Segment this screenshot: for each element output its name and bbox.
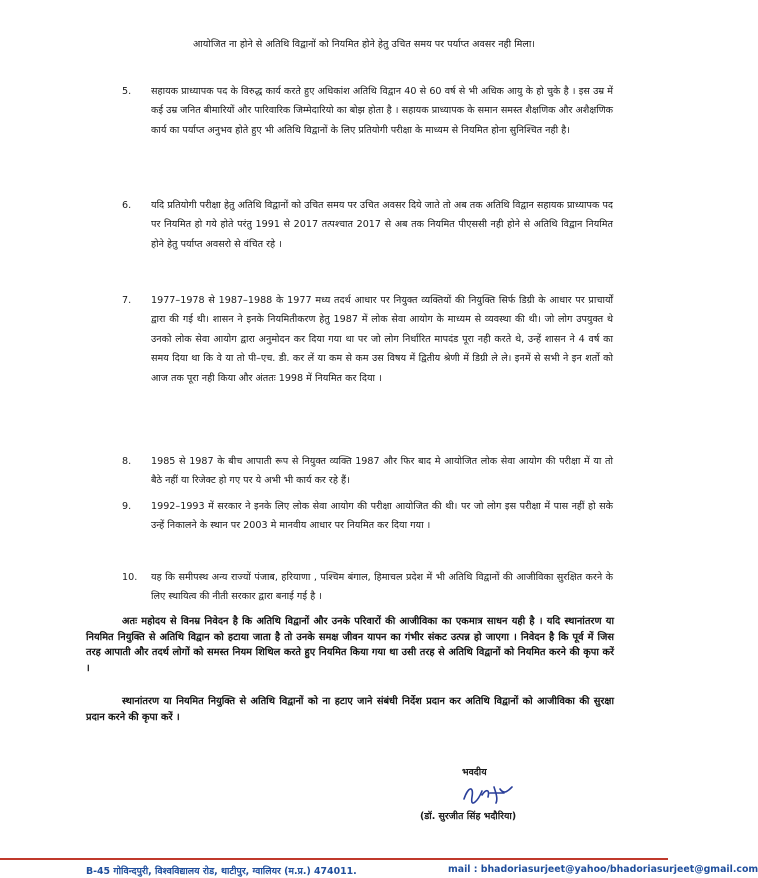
point-7-text: 1977–1978 से 1987–1988 के 1977 मध्य तदर्थ आधार पर नियुक्त व्यक्तियों की नियुक्ति सिर्फ डिग्री के आधार पर प्राचार्यों द्वारा की गई थी। शासन ने इनके नियमितीकरण हेतु 1987 में लोक सेवा आयोग के माध्यम से व्यवस्था की थी। जो लोग उपयुक्त थे उनको लोक सेवा आयोग द्वारा अनुमोदन कर दिया गया था पर जो लोग निर्धारित मापदंड पूरा नही करते थे, उन्हें शासन ने 4 वर्ष का समय दिया था कि वे या तो पी–एच. डी. कर लें या कम से कम उस विषय में द्वितीय श्रेणी में डिग्री ले ले। इनमें से सभी ने इन शर्तो को आज तक पूरा नही किया और अंततः 1998 में नियमित कर दिया । <box>151 295 613 384</box>
point-8-number: 8. <box>122 456 132 467</box>
closing-request-paragraph: अतः महोदय से विनम्र निवेदन है कि अतिथि विद्वानों और उनके परिवारों की आजीविका का एकमात्र साधन यही है । यदि स्थानांतरण या नियमित नियुक्ति से अतिथि विद्वान को हटाया जाता है तो उनके समक्ष जीवन यापन का गंभीर संकट उत्पन्न हो जाएगा । निवेदन है कि पूर्व में जिस तरह आपाती और तदर्थ लोगों को समस्त नियम शिथिल करते हुए नियमित किया गया था उसी तरह से अतिथि विद्वानों को नियमित करने की कृपा करें । <box>86 616 614 674</box>
footer-rule <box>0 858 668 860</box>
point-8-text: 1985 से 1987 के बीच आपाती रूप से नियुक्त व्यक्ति 1987 और फिर बाद मे आयोजित लोक सेवा आयोग की परीक्षा में या तो बैठे नहीं या रिजेक्ट हो गए पर ये अभी भी कार्य कर रहे हैं। <box>151 456 613 487</box>
handwritten-signature <box>460 779 520 807</box>
signatory-name: (डॉ. सुरजीत सिंह भदौरिया) <box>420 811 517 822</box>
signature-block <box>400 765 570 825</box>
point-5-number: 5. <box>122 86 132 97</box>
point-6-number: 6. <box>122 200 132 211</box>
point-9-number: 9. <box>122 501 132 512</box>
intro-paragraph-tail: आयोजित ना होने से अतिथि विद्वानों को नियमित होने हेतु उचित समय पर पर्याप्त अवसर नही मिला। <box>193 39 536 50</box>
point-7-number: 7. <box>122 295 132 306</box>
closing-salutation: भवदीय <box>462 767 487 778</box>
footer-address: B-45 गोविन्दपुरी, विश्वविद्यालय रोड, थाटीपुर, ग्वालियर (म.प्र.) 474011. <box>86 866 357 877</box>
footer-email: mail : bhadoriasurjeet@yahoo/bhadoriasurjeet@gmail.com <box>448 864 758 875</box>
point-10-text: यह कि समीपस्थ अन्य राज्यों पंजाब, हरियाणा , पश्चिम बंगाल, हिमाचल प्रदेश में भी अतिथि विद्वानों की आजीविका सुरक्षित करने के लिए स्थायित्व की नीती सरकार द्वारा बनाई गई है । <box>151 572 613 603</box>
point-9-text: 1992–1993 में सरकार ने इनके लिए लोक सेवा आयोग की परीक्षा आयोजित की थी। पर जो लोग इस परीक्षा में पास नहीं हो सके उन्हें निकालने के स्थान पर 2003 मे मानवीय आधार पर नियमित कर दिया गया । <box>151 501 613 532</box>
closing-instruction-paragraph: स्थानांतरण या नियमित नियुक्ति से अतिथि विद्वानों को ना हटाए जाने संबंधी निर्देश प्रदान कर अतिथि विद्वानों को आजीविका की सुरक्षा प्रदान करने की कृपा करें । <box>86 696 614 723</box>
point-10-number: 10. <box>122 572 138 583</box>
point-6-text: यदि प्रतियोगी परीक्षा हेतु अतिथि विद्वानों को उचित समय पर उचित अवसर दिये जाते तो अब तक अतिथि विद्वान सहायक प्राध्यापक पद पर नियमित हो गये होते परंतु 1991 से 2017 तत्पश्चात 2017 से अब तक नियमित पीएससी नही होने से अतिथि विद्वान नियमित होने हेतु पर्याप्त अवसरो से वंचित रहे । <box>151 200 613 250</box>
point-5-text: सहायक प्राध्यापक पद के विरुद्ध कार्य करते हुए अधिकांश अतिथि विद्वान 40 से 60 वर्ष से भी अधिक आयु के हो चुके है । इस उम्र में कई उम्र जनित बीमारियों और पारिवारिक जिम्मेदारियो का बोझ होता है । सहायक प्राध्यापक के समान समस्त शैक्षणिक और अशैक्षणिक कार्य का पर्याप्त अनुभव होते हुए भी अतिथि विद्वानों के लिए प्रतियोगी परीक्षा के माध्यम से नियमित होना सुनिश्चित नही है। <box>151 86 613 136</box>
